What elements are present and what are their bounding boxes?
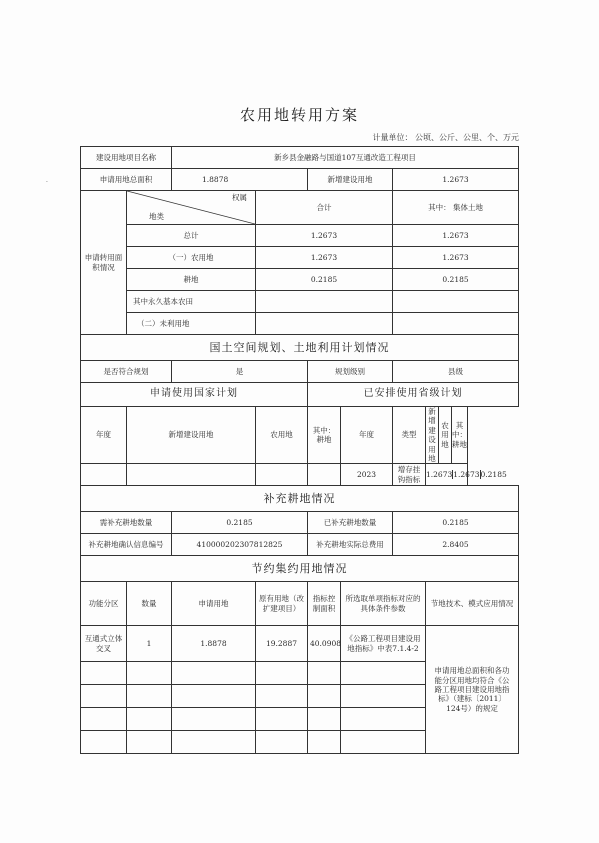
apply-row-name: 总计	[127, 225, 256, 247]
apply-row-total	[256, 291, 393, 313]
supplement-row	[81, 512, 519, 534]
saving-header-row	[81, 582, 519, 626]
prov-subcell: 其中：耕地	[451, 407, 467, 463]
saving-cell: 40.0908	[308, 626, 341, 662]
nat-cell	[308, 464, 341, 486]
main-table	[80, 146, 519, 754]
apply-row-total: 0.2185	[256, 269, 393, 291]
area-row	[81, 169, 519, 191]
need-label: 需补充耕地数量	[81, 512, 172, 534]
apply-row-collective	[393, 291, 519, 313]
page-title: 农用地转用方案	[239, 106, 359, 124]
saving-cell: 互通式立体交叉	[81, 626, 127, 662]
prov-subcell: 0.2185	[480, 470, 507, 480]
saving-section-row	[81, 556, 519, 582]
apply-row-total: 1.2673	[256, 247, 393, 269]
saving-cell: 1.8878	[172, 626, 256, 662]
col-total-header: 合计	[256, 191, 393, 225]
conform-label: 是否符合规划	[81, 361, 172, 383]
project-label: 建设用地项目名称	[81, 147, 172, 169]
saving-section-title: 节约集约用地情况	[81, 556, 519, 582]
saving-cell: 19.2887	[256, 626, 308, 662]
apply-label: 申请转用面积情况	[81, 191, 127, 335]
saving-header: 节地技术、模式应用情况	[426, 582, 519, 626]
new-land-value: 1.2673	[393, 169, 519, 191]
project-row	[81, 147, 519, 169]
apply-row-name: 其中永久基本农田	[127, 291, 256, 313]
apply-row	[81, 247, 519, 269]
cost-label: 补充耕地实际总费用	[308, 534, 393, 556]
apply-row-name: （二）未利用地	[127, 313, 256, 335]
saving-data-row	[81, 626, 519, 662]
apply-row-collective: 0.2185	[393, 269, 519, 291]
apply-row-total	[256, 313, 393, 335]
unit-note: 计量单位： 公顷、公斤、公里、个、万元	[372, 133, 519, 142]
saving-note: 申请用地总面积和各功能分区用地均符合《公路工程项目建设用地指标》（建标〔2011〕124号）的规定	[426, 626, 519, 754]
conform-value: 是	[172, 361, 308, 383]
prov-subcell: 1.2673	[453, 470, 480, 480]
area-label: 申请用地总面积	[81, 169, 172, 191]
plan-section-title: 国土空间规划、土地利用计划情况	[81, 335, 519, 361]
new-land-label: 新增建设用地	[308, 169, 393, 191]
prov-header	[426, 407, 468, 464]
corner-bottom-label: 地类	[149, 211, 164, 221]
saving-header: 指标控制面积	[308, 582, 341, 626]
saving-header: 数量	[127, 582, 172, 626]
apply-row-collective	[393, 313, 519, 335]
national-plan-title: 申请使用国家计划	[81, 383, 308, 407]
apply-row	[81, 225, 519, 247]
area-value: 1.8878	[172, 169, 308, 191]
prov-subcell: 新增建设用地	[428, 407, 436, 463]
saving-header: 原有用地（改扩建项目）	[256, 582, 308, 626]
apply-row-total: 1.2673	[256, 225, 393, 247]
cost-value: 2.8405	[393, 534, 519, 556]
apply-row-name: 耕地	[127, 269, 256, 291]
project-value: 新乡县金融路与国道107互通改造工程项目	[172, 147, 519, 169]
saving-cell: 1	[127, 626, 172, 662]
level-value: 县级	[393, 361, 519, 383]
nat-header: 其中：耕地	[308, 407, 341, 464]
col-collective-header: 其中： 集体土地	[393, 191, 519, 225]
prov-subcell: 1.2673	[426, 470, 453, 480]
prov-header: 类型	[393, 407, 426, 464]
prov-header: 年度	[341, 407, 393, 464]
saving-header: 所选取单项指标对应的具体条件参数	[341, 582, 426, 626]
saving-header: 功能分区	[81, 582, 127, 626]
provincial-plan-title: 已安排使用省级计划	[308, 383, 519, 407]
prov-cell	[426, 464, 507, 486]
plan-conform-row	[81, 361, 519, 383]
apply-row	[81, 313, 519, 335]
nat-header: 农用地	[256, 407, 308, 464]
nat-cell	[256, 464, 308, 486]
saving-cell: 《公路工程项目建设用地指标》中表7.1.4-2	[341, 626, 426, 662]
apply-header-row	[81, 191, 519, 225]
nat-header: 年度	[81, 407, 127, 464]
apply-row	[81, 269, 519, 291]
prov-cell: 增存挂钩指标	[393, 464, 426, 486]
apply-corner-cell	[127, 191, 256, 225]
apply-row	[81, 291, 519, 313]
nat-cell	[81, 464, 127, 486]
plan-subtitle-row	[81, 383, 519, 407]
plan-data-row	[81, 464, 519, 486]
prov-subcell: 农用地	[438, 407, 451, 463]
plan-header-row	[81, 407, 519, 464]
supplement-section-title: 补充耕地情况	[81, 486, 519, 512]
supplement-row	[81, 534, 519, 556]
saving-header: 申请用地	[172, 582, 256, 626]
prov-cell: 2023	[341, 464, 393, 486]
need-value: 0.2185	[172, 512, 308, 534]
plan-section-row	[81, 335, 519, 361]
done-value: 0.2185	[393, 512, 519, 534]
apply-row-collective: 1.2673	[393, 225, 519, 247]
scan-speck: ·	[46, 179, 48, 186]
nat-cell	[127, 464, 256, 486]
code-value: 410000202307812825	[172, 534, 308, 556]
apply-row-name: （一）农用地	[127, 247, 256, 269]
apply-row-collective: 1.2673	[393, 247, 519, 269]
nat-header: 新增建设用地	[127, 407, 256, 464]
corner-top-label: 权属	[232, 193, 247, 202]
done-label: 已补充耕地数量	[308, 512, 393, 534]
level-label: 规划级别	[308, 361, 393, 383]
supplement-section-row	[81, 486, 519, 512]
code-label: 补充耕地确认信息编号	[81, 534, 172, 556]
